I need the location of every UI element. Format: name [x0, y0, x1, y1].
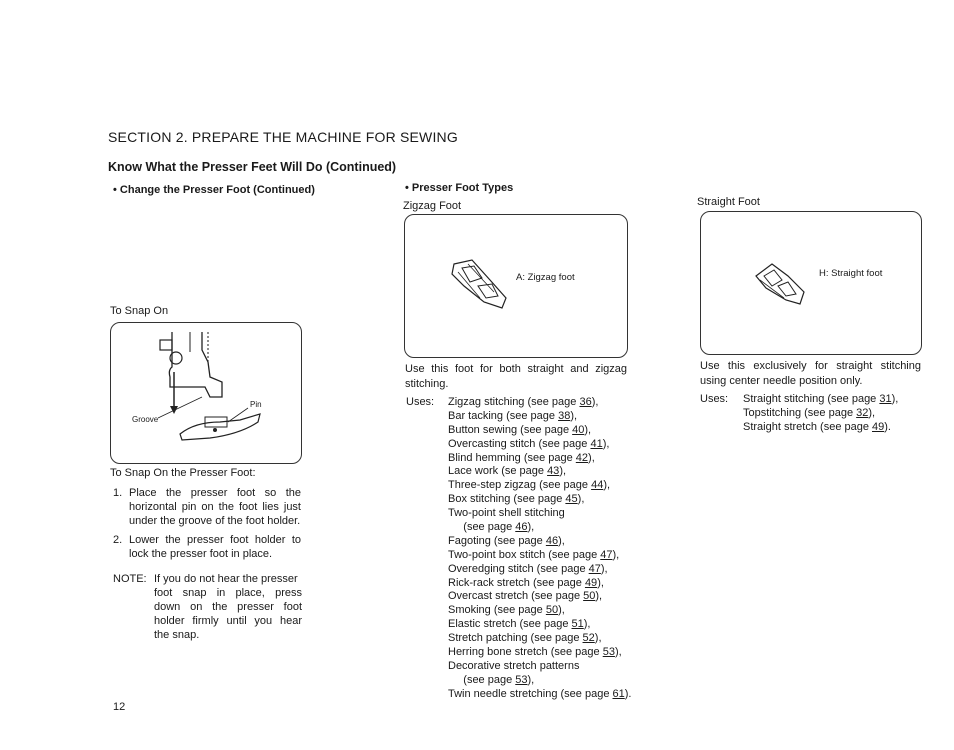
note-line-3: down on the presser foot	[154, 601, 302, 613]
use-item-tail: ),	[558, 604, 565, 617]
use-item-text: Two-point box stitch (see page	[448, 548, 601, 561]
use-item-tail: ),	[891, 393, 899, 405]
use-item	[743, 393, 898, 407]
use-item	[448, 646, 631, 660]
use-item	[448, 396, 631, 410]
use-item-text: (see page	[448, 521, 516, 534]
use-item-text: Overcasting stitch (see page	[448, 437, 591, 450]
use-item-tail: ),	[614, 646, 622, 659]
straight-use-line-2: using center needle position only.	[700, 375, 863, 387]
zigzag-foot-icon	[450, 258, 510, 313]
use-item-tail: ),	[570, 409, 578, 422]
use-item-tail: ),	[595, 590, 603, 603]
use-item-tail: ).	[624, 687, 632, 700]
use-item	[448, 563, 631, 577]
page-ref: 47	[600, 548, 613, 561]
use-item-tail: ),	[577, 493, 585, 506]
section-header: SECTION 2. PREPARE THE MACHINE FOR SEWING	[108, 129, 458, 145]
use-item-text: Overcast stretch (see page	[448, 590, 584, 603]
straight-use-line-1: Use this exclusively for straight stitching	[700, 360, 921, 372]
page-ref: 49	[872, 420, 885, 433]
use-item	[448, 410, 631, 424]
page-ref: 51	[571, 618, 584, 631]
use-item-tail: ),	[558, 534, 565, 547]
page-ref: 43	[547, 465, 560, 478]
use-item-text: Button sewing (see page	[448, 423, 573, 436]
use-item-text: Box stitching (see page	[448, 493, 566, 506]
use-item	[448, 660, 631, 674]
use-item	[448, 465, 631, 479]
middle-bullet-heading	[405, 182, 513, 194]
straight-foot-title: Straight Foot	[697, 196, 760, 208]
use-item	[448, 632, 631, 646]
step-2-line-2: lock the presser foot in place.	[129, 548, 273, 560]
use-item-tail: ),	[600, 562, 608, 575]
page-ref: 44	[591, 479, 604, 492]
step-1-line-3: under the groove of the foot holder.	[129, 515, 301, 527]
use-item-tail: ),	[527, 673, 535, 686]
straight-foot-icon	[754, 262, 806, 308]
use-item	[743, 421, 898, 435]
page-ref: 32	[856, 406, 869, 419]
note-text	[154, 572, 302, 642]
page-ref: 38	[558, 409, 571, 422]
straight-uses-list	[743, 393, 898, 435]
use-item-text: Rick-rack stretch (see page	[448, 576, 585, 589]
use-item-tail: ).	[884, 420, 891, 433]
use-item	[448, 424, 631, 438]
zigzag-foot-caption: A: Zigzag foot	[516, 272, 575, 283]
use-item-text: Elastic stretch (see page	[448, 618, 572, 631]
page-ref: 47	[588, 562, 601, 575]
zigzag-uses-list	[448, 396, 631, 702]
left-bullet-heading	[113, 184, 315, 196]
step-1-line-2: horizontal pin on the foot lies just	[129, 501, 301, 513]
subheader: Know What the Presser Feet Will Do (Continued)	[108, 160, 397, 174]
zigzag-use-line-2: stitching.	[405, 378, 449, 390]
page-ref: 46	[545, 534, 559, 547]
use-item-text: Blind hemming (see page	[448, 451, 576, 464]
use-item	[448, 452, 631, 466]
page-number: 12	[113, 701, 126, 713]
snap-on-diagram	[110, 322, 300, 462]
use-item	[448, 590, 631, 604]
step-2-text	[129, 533, 301, 561]
middle-bullet-text: Presser Foot Types	[411, 182, 514, 194]
steps-intro: To Snap On the Presser Foot:	[110, 467, 256, 479]
page-ref: 40	[572, 423, 585, 436]
use-item	[448, 549, 631, 563]
use-item-text: Smoking (see page	[448, 604, 546, 617]
use-item-text: Straight stitching (see page	[743, 393, 880, 405]
use-item	[743, 407, 898, 421]
use-item	[448, 604, 631, 618]
use-item-text: Lace work (se page	[448, 465, 548, 478]
use-item	[448, 479, 631, 493]
use-item-tail: ),	[868, 406, 876, 419]
use-item-text: Overedging stitch (see page	[448, 562, 589, 575]
straight-foot-box	[700, 211, 922, 355]
page-ref: 50	[545, 604, 559, 617]
use-item	[448, 438, 631, 452]
step-2-line-1: Lower the presser foot holder to	[129, 534, 301, 546]
page-ref: 46	[515, 521, 528, 534]
page-ref: 61	[612, 687, 625, 700]
note-line-4: holder firmly until you hear	[154, 615, 302, 627]
use-item-text: Herring bone stretch (see page	[448, 646, 603, 659]
page-ref: 52	[582, 632, 595, 645]
page-ref: 53	[515, 673, 528, 686]
use-item-tail: ),	[602, 437, 610, 450]
use-item-text: Straight stretch (see page	[743, 420, 873, 433]
use-item	[448, 688, 631, 702]
use-item-tail: ),	[603, 479, 611, 492]
page-ref: 36	[579, 396, 592, 408]
use-item-text: Bar tacking (see page	[448, 409, 559, 422]
use-item	[448, 493, 631, 507]
use-item	[448, 535, 631, 549]
page-ref: 53	[602, 646, 615, 659]
bullet-icon: •	[113, 184, 117, 196]
straight-foot-caption: H: Straight foot	[819, 268, 883, 279]
page-ref: 42	[575, 451, 589, 464]
step-1-number: 1.	[113, 487, 123, 499]
use-item-text: Fagoting (see page	[448, 534, 546, 547]
use-item-text: Three-step zigzag (see page	[448, 479, 592, 492]
use-item-tail: ),	[591, 396, 599, 408]
note-line-5: the snap.	[154, 629, 200, 641]
bullet-icon: •	[405, 182, 409, 194]
use-item	[448, 674, 631, 688]
page-ref: 45	[565, 493, 578, 506]
use-item-tail: ),	[527, 521, 535, 534]
use-item-tail: ),	[612, 548, 620, 561]
note-line-2: foot snap in place, press	[154, 587, 302, 599]
zigzag-foot-box	[404, 214, 628, 358]
use-item	[448, 577, 631, 591]
use-item	[448, 618, 631, 632]
zigzag-use-line-1: Use this foot for both straight and zigzag	[405, 363, 627, 375]
use-item-text: Twin needle stretching (see page	[448, 687, 613, 700]
straight-uses-label: Uses:	[700, 393, 729, 405]
note-line-1: If you do not hear the presser	[154, 573, 298, 585]
step-2-number: 2.	[113, 534, 123, 546]
use-item	[448, 507, 631, 521]
use-item-text: Two-point shell stitching	[448, 507, 565, 520]
step-1-line-1: Place the presser foot so the	[129, 487, 301, 499]
use-item-tail: ),	[594, 632, 602, 645]
pin-label: Pin	[250, 400, 262, 409]
use-item-tail: ),	[584, 423, 592, 436]
step-1-text	[129, 486, 301, 528]
use-item-text: (see page	[448, 673, 516, 686]
use-item-text: Stretch patching (see page	[448, 632, 583, 645]
use-item-tail: ),	[597, 576, 604, 589]
page-ref: 50	[583, 590, 596, 603]
zigzag-foot-title: Zigzag Foot	[403, 200, 462, 212]
use-item-text: Zigzag stitching (see page	[448, 396, 580, 408]
page-ref: 41	[590, 437, 603, 450]
groove-label: Groove	[132, 415, 159, 424]
zigzag-uses-label: Uses:	[406, 396, 435, 408]
snap-on-label: To Snap On	[110, 305, 169, 317]
use-item	[448, 521, 631, 535]
use-item-text: Topstitching (see page	[743, 406, 857, 419]
use-item-text: Decorative stretch patterns	[448, 659, 580, 672]
left-bullet-text: Change the Presser Foot (Continued)	[119, 184, 315, 196]
use-item-tail: ),	[588, 451, 595, 464]
page-ref: 31	[879, 393, 892, 405]
use-item-tail: ),	[559, 465, 567, 478]
page-ref: 49	[584, 576, 598, 589]
use-item-tail: ),	[583, 618, 591, 631]
note-label: NOTE:	[113, 573, 147, 585]
